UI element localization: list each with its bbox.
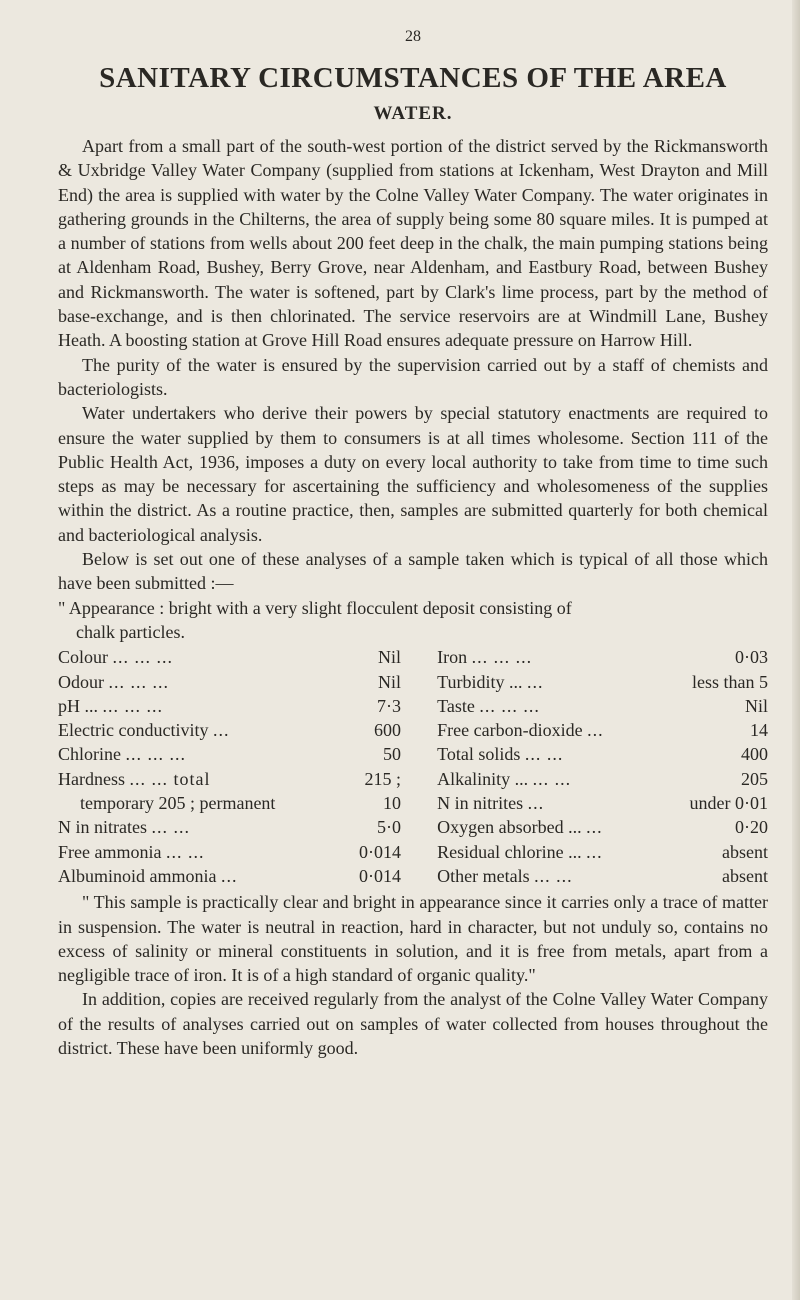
analysis-label: Free ammonia bbox=[58, 841, 162, 862]
leader-dots: ... ... ... bbox=[112, 647, 174, 668]
analysis-label: temporary 205 ; permanent bbox=[80, 793, 276, 814]
leader-dots: ... ... ... bbox=[125, 744, 186, 765]
analysis-label: pH ... bbox=[58, 695, 98, 716]
analysis-value: 600 bbox=[374, 720, 402, 741]
analysis-label: Oxygen absorbed ... bbox=[437, 817, 582, 838]
analysis-label: Hardness bbox=[58, 768, 125, 789]
analysis-label: Colour bbox=[58, 647, 109, 668]
table-row bbox=[58, 767, 768, 791]
analysis-label: Iron bbox=[437, 647, 468, 668]
body-text bbox=[58, 134, 768, 1060]
analysis-label: Other metals bbox=[437, 865, 530, 886]
paragraph-statutory: Water undertakers who derive their powers by special statutory enactments are required to ensure the water supplied by them to consumers is at all times wholesome. Section 111 of the Public Health Act, 1936, imposes a duty on every local authority to take from time to time such steps as may be necessary for ascertaining the sufficiency and wholesomeness of the supplies within the district. As a routine practice, then, samples are submitted quarterly for both chemical and bacteriological analysis. bbox=[58, 403, 768, 545]
analysis-value: Nil bbox=[378, 671, 402, 692]
table-row bbox=[58, 742, 768, 766]
analysis-label: Chlorine bbox=[58, 744, 121, 765]
analysis-value: 0·014 bbox=[359, 865, 402, 886]
analysis-value: 0·014 bbox=[359, 841, 402, 862]
table-row bbox=[58, 670, 768, 694]
analysis-label: Free carbon-dioxide bbox=[437, 720, 583, 741]
page-edge-shadow bbox=[792, 0, 800, 1300]
analysis-value: absent bbox=[722, 841, 768, 862]
table-row bbox=[58, 718, 768, 742]
analysis-label: Taste bbox=[437, 695, 475, 716]
leader-dots: ... ... ... bbox=[102, 695, 163, 716]
leader-dots: ... bbox=[527, 671, 544, 692]
leader-dots: ... ... ... bbox=[108, 671, 169, 692]
leader-dots: ... ... total bbox=[129, 768, 211, 789]
leader-dots: ... ... ... bbox=[471, 647, 533, 668]
analysis-value: 0·03 bbox=[735, 647, 768, 668]
appearance-note bbox=[58, 596, 768, 645]
table-row bbox=[58, 645, 768, 669]
analysis-value: 205 bbox=[741, 768, 768, 789]
analysis-label: N in nitrates bbox=[58, 817, 147, 838]
leader-dots: ... ... bbox=[534, 865, 573, 886]
analysis-value: under 0·01 bbox=[689, 793, 768, 814]
analysis-value: 7·3 bbox=[377, 695, 402, 716]
table-row bbox=[58, 815, 768, 839]
analysis-label: Electric conductivity bbox=[58, 720, 209, 741]
analysis-label: N in nitrites bbox=[437, 793, 524, 814]
paragraph-sample-verdict: " This sample is practically clear and bright in appearance since it carries only a trace of matter in suspension. The water is neutral in reaction, hard in character, but not unduly so, contains no excess of salinity or mineral constituents in solution, and it is free from metals, apart from a negligible trace of iron. It is of a high standard of organic quality." bbox=[58, 892, 768, 986]
leader-dots: ... bbox=[212, 720, 230, 741]
leader-dots: ... bbox=[587, 720, 604, 741]
leader-dots: ... ... bbox=[151, 817, 190, 838]
leader-dots: ... ... ... bbox=[479, 695, 540, 716]
analysis-label: Residual chlorine ... bbox=[437, 841, 582, 862]
section-heading: WATER. bbox=[373, 103, 453, 124]
appearance-line-2: chalk particles. bbox=[76, 621, 185, 642]
paragraph-analysis-intro: Below is set out one of these analyses of a sample taken which is typical of all those which have been submitted :— bbox=[58, 549, 768, 594]
analysis-value: 0·20 bbox=[735, 817, 768, 838]
analysis-value: 5·0 bbox=[377, 817, 402, 838]
analysis-value: 14 bbox=[750, 720, 768, 741]
analysis-value: Nil bbox=[744, 695, 768, 716]
analysis-label: Turbidity ... bbox=[437, 671, 523, 692]
paragraph-company-analyses: In addition, copies are received regularly from the analyst of the Colne Valley Water Company of the results of analyses carried out on samples of water collected from houses throughout the district. These have been uniformly good. bbox=[58, 989, 768, 1058]
table-row bbox=[58, 864, 768, 888]
analysis-label: Total solids bbox=[437, 744, 521, 765]
page-heading: SANITARY CIRCUMSTANCES OF THE AREA bbox=[99, 62, 727, 94]
analysis-value: Nil bbox=[378, 647, 402, 668]
analysis-value: 50 bbox=[383, 744, 402, 765]
leader-dots: ... ... bbox=[165, 841, 205, 862]
analysis-value: absent bbox=[722, 865, 768, 886]
paragraph-supply: Apart from a small part of the south-west portion of the district served by the Rickmansworth & Uxbridge Valley Water Company (supplied from stations at Ickenham, West Drayton and Mill End) the area is supplied with water by the Colne Valley Water Company. The water originates in gathering grounds in the Chilterns, the area of supply being some 80 square miles. It is pumped at a number of stations from wells about 200 feet deep in the chalk, the main pumping stations being at Aldenham Road, Bushey, Berry Grove, near Aldenham, and Eastbury Road, between Bushey and Rickmansworth. The water is softened, part by Clark's lime process, part by the method of base-exchange, and is then chlorinated. The service reservoirs are at Windmill Lane, Bushey Heath. A boosting station at Grove Hill Road ensures adequate pressure on Harrow Hill. bbox=[58, 136, 768, 351]
analysis-value: less than 5 bbox=[692, 671, 768, 692]
table-row bbox=[58, 840, 768, 864]
analysis-value: 215 ; bbox=[364, 768, 402, 789]
analysis-label: Alkalinity ... bbox=[437, 768, 529, 789]
leader-dots: ... bbox=[586, 841, 603, 862]
table-row bbox=[58, 791, 768, 815]
leader-dots: ... bbox=[527, 793, 545, 814]
analysis-label: Albuminoid ammonia bbox=[58, 865, 217, 886]
leader-dots: ... bbox=[586, 817, 603, 838]
analysis-table bbox=[58, 645, 768, 888]
paragraph-purity: The purity of the water is ensured by the supervision carried out by a staff of chemists and bacteriologists. bbox=[58, 354, 768, 399]
table-row bbox=[58, 694, 768, 718]
appearance-line-1: " Appearance : bright with a very slight flocculent deposit consisting of bbox=[58, 597, 572, 618]
analysis-value: 400 bbox=[741, 744, 768, 765]
page-number: 28 bbox=[405, 28, 421, 45]
analysis-label: Odour bbox=[58, 671, 104, 692]
analysis-value: 10 bbox=[383, 793, 402, 814]
leader-dots: ... ... bbox=[524, 744, 564, 765]
leader-dots: ... ... bbox=[532, 768, 572, 789]
leader-dots: ... bbox=[220, 865, 238, 886]
